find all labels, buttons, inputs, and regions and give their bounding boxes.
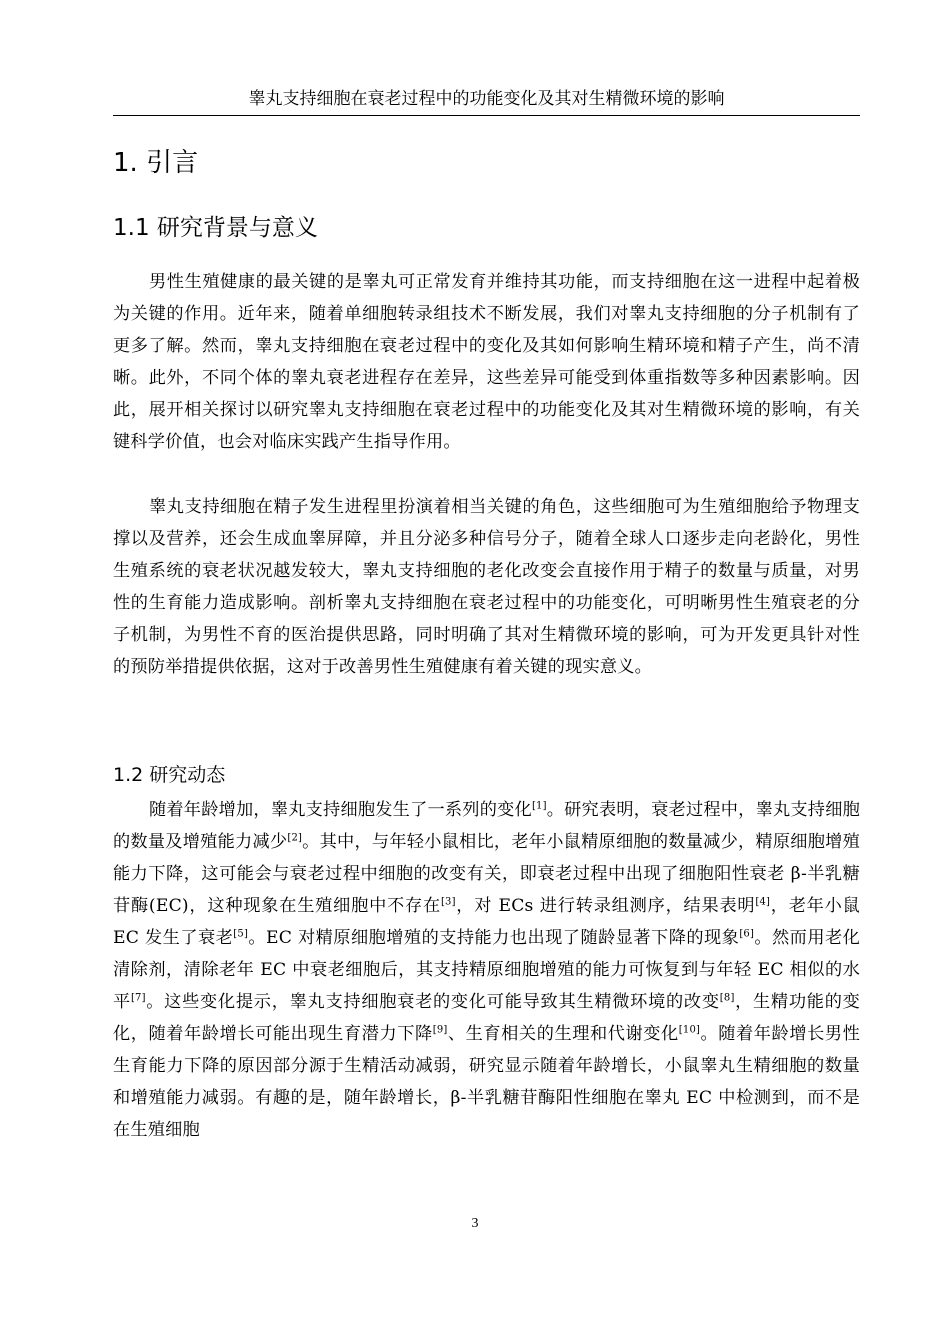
citation-6: [6] xyxy=(739,928,755,940)
paragraph-research-progress xyxy=(113,794,860,1146)
text-segment: 。其中，与年轻小鼠相比，老年小鼠精原细胞的数量减少，精原细胞增殖能力下降，这可能会与衰老过程中细胞的改变有关，即衰老过程中出现了细胞阳性衰老 β-半乳糖苷酶(EC)，这种现象在生殖细胞中不存在 xyxy=(113,832,860,916)
subsection-heading-background: 1.1 研究背景与意义 xyxy=(113,215,318,241)
citation-2: [2] xyxy=(287,832,303,844)
text-segment: 。然而用老化清除剂，清除老年 EC 中衰老细胞后，其支持精原细胞增殖的能力可恢复到与年轻 EC 相似的水平 xyxy=(113,928,861,1012)
citation-9: [9] xyxy=(432,1024,448,1036)
page-number: 3 xyxy=(471,1216,479,1231)
citation-10: [10] xyxy=(678,1024,701,1036)
text-segment: 、生育相关的生理和代谢变化 xyxy=(447,1024,679,1044)
text-segment: ，老年小鼠 EC 发生了衰老 xyxy=(113,896,860,948)
paragraph-background-2: 睾丸支持细胞在精子发生进程里扮演着相当关键的角色，这些细胞可为生殖细胞给予物理支撑以及营养，还会生成血睾屏障，并且分泌多种信号分子，随着全球人口逐步走向老龄化，男性生殖系统的衰老状况越发较大，睾丸支持细胞的老化改变会直接作用于精子的数量与质量，对男性的生育能力造成影响。剖析睾丸支持细胞在衰老过程中的功能变化，可明晰男性生殖衰老的分子机制，为男性不育的医治提供思路，同时明确了其对生精微环境的影响，可为开发更具针对性的预防举措提供依据，这对于改善男性生殖健康有着关键的现实意义。 xyxy=(113,497,860,677)
citation-3: [3] xyxy=(440,896,456,908)
citation-8: [8] xyxy=(719,992,735,1004)
text-segment: 随着年龄增加，睾丸支持细胞发生了一系列的变化 xyxy=(149,800,532,820)
text-segment: 。EC 对精原细胞增殖的支持能力也出现了随龄显著下降的现象 xyxy=(248,928,740,948)
text-segment: 。这些变化提示，睾丸支持细胞衰老的变化可能导致其生精微环境的改变 xyxy=(145,992,720,1012)
text-segment: 。随着年龄增长男性生育能力下降的原因部分源于生精活动减弱，研究显示随着年龄增长，小鼠睾丸生精细胞的数量和增殖能力减弱。有趣的是，随年龄增长，β-半乳糖苷酶阳性细胞在睾丸 EC 中检测到，而不是在生殖细胞 xyxy=(113,1024,860,1140)
text-segment: ，对 ECs 进行转录组测序，结果表明 xyxy=(455,896,756,916)
text-segment: 。研究表明，衰老过程中，睾丸支持细胞的数量及增殖能力减少 xyxy=(113,800,861,852)
citation-7: [7] xyxy=(130,992,146,1004)
section-heading: 1. 引言 xyxy=(113,148,199,178)
citation-4: [4] xyxy=(755,896,771,908)
citation-5: [5] xyxy=(233,928,249,940)
citation-1: [1] xyxy=(531,800,547,812)
subsection-heading-progress: 1.2 研究动态 xyxy=(113,764,226,786)
paragraph-background-1: 男性生殖健康的最关键的是睾丸可正常发育并维持其功能，而支持细胞在这一进程中起着极为关键的作用。近年来，随着单细胞转录组技术不断发展，我们对睾丸支持细胞的分子机制有了更多了解。然而，睾丸支持细胞在衰老过程中的变化及其如何影响生精环境和精子产生，尚不清晰。此外，不同个体的睾丸衰老进程存在差异，这些差异可能受到体重指数等多种因素影响。因此，展开相关探讨以研究睾丸支持细胞在衰老过程中的功能变化及其对生精微环境的影响，有关键科学价值，也会对临床实践产生指导作用。 xyxy=(113,272,860,452)
running-header: 睾丸支持细胞在衰老过程中的功能变化及其对生精微环境的影响 xyxy=(113,88,860,116)
text-segment: ，生精功能的变化，随着年龄增长可能出现生育潜力下降 xyxy=(113,992,861,1044)
